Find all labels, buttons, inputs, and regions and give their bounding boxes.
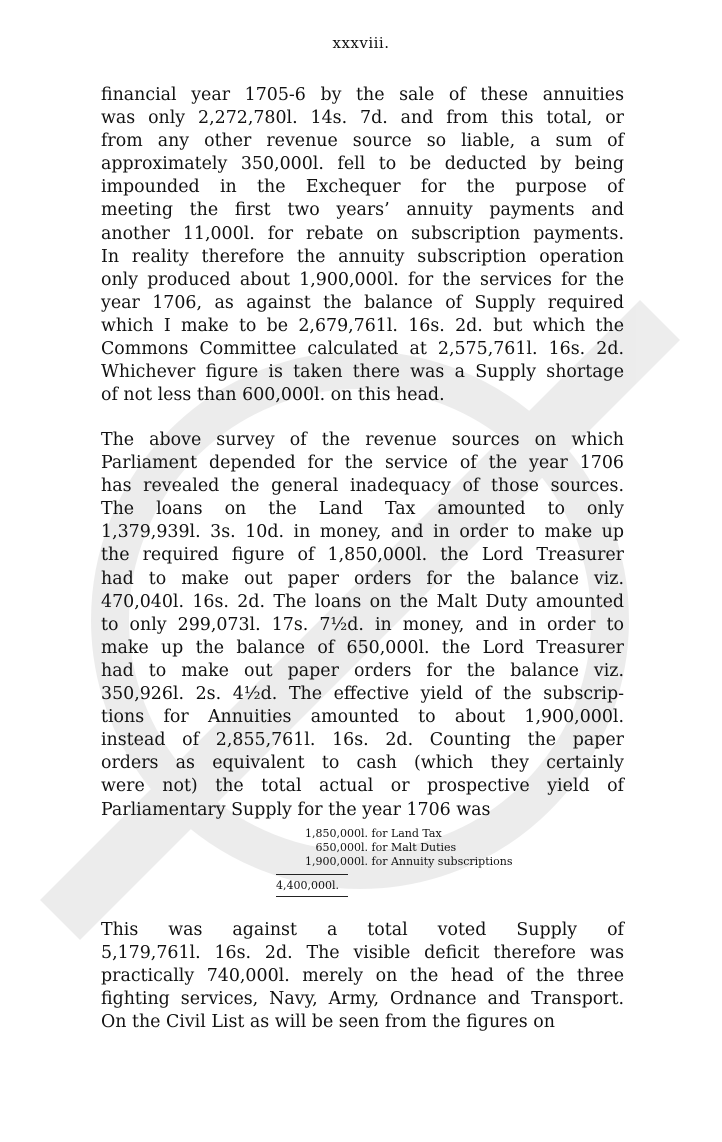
text-line: 1,379,939l. 3s. 10d. in money, and in order to make up <box>101 522 624 543</box>
text-line: the required figure of 1,850,000l. the Lord Treasurer <box>101 545 624 566</box>
summary-amount: 1,900,000l. <box>305 855 368 868</box>
text-line: Commons Committee calculated at 2,575,761l. 16s. 2d. <box>101 339 624 360</box>
text-line: only produced about 1,900,000l. for the services for the <box>101 269 624 290</box>
summary-label: for Land Tax <box>371 827 442 840</box>
text-line: financial year 1705-6 by the sale of these annuities <box>101 85 624 105</box>
supply-summary <box>276 827 512 897</box>
text-line: 470,040l. 16s. 2d. The loans on the Malt Duty amounted <box>101 591 624 612</box>
paragraph-2 <box>101 429 624 822</box>
text-line: tions for Annuities amounted to about 1,900,000l. <box>101 707 624 728</box>
summary-row <box>276 827 512 841</box>
text-line: had to make out paper orders for the balance viz. <box>101 660 624 681</box>
text-line: This was against a total voted Supply of <box>101 920 624 940</box>
summary-amount: 650,000l. <box>315 841 368 854</box>
text-line: impounded in the Exchequer for the purpose of <box>101 177 624 198</box>
text-line: was only 2,272,780l. 14s. 7d. and from this total, or <box>101 108 624 129</box>
text-line: of not less than 600,000l. on this head. <box>101 385 445 406</box>
text-line: orders as equivalent to cash (which they certainly <box>101 753 624 774</box>
text-line: to only 299,073l. 17s. 7½d. in money, and in order to <box>101 614 624 635</box>
text-line: Whichever figure is taken there was a Supply shortage <box>101 362 624 383</box>
text-line: fighting services, Navy, Army, Ordnance and Transport. <box>101 989 624 1010</box>
text-line: from any other revenue source so liable, a sum of <box>101 131 624 152</box>
summary-row <box>276 841 512 855</box>
text-line: another 11,000l. for rebate on subscription payments. <box>101 223 624 244</box>
text-line: instead of 2,855,761l. 16s. 2d. Counting the paper <box>101 730 624 751</box>
text-line: The loans on the Land Tax amounted to only <box>101 499 624 520</box>
summary-amount: 1,850,000l. <box>305 827 368 840</box>
text-line: make up the balance of 650,000l. the Lord Treasurer <box>101 637 624 658</box>
summary-total: 4,400,000l. <box>276 879 339 892</box>
summary-rule <box>276 874 348 875</box>
text-line: year 1706, as against the balance of Supply required <box>101 292 624 313</box>
text-line: 350,926l. 2s. 4½d. The effective yield of the subscrip- <box>101 684 624 705</box>
text-line: has revealed the general inadequacy of those sources. <box>101 476 624 497</box>
summary-rule-bottom <box>276 896 348 897</box>
text-line: meeting the first two years’ annuity payments and <box>101 200 624 221</box>
summary-row <box>276 855 512 869</box>
text-line: had to make out paper orders for the balance viz. <box>101 568 624 589</box>
paragraph-1 <box>101 84 624 407</box>
text-line: were not) the total actual or prospective yield of <box>101 776 624 797</box>
text-line: The above survey of the revenue sources on which <box>101 430 624 450</box>
text-line: approximately 350,000l. fell to be deducted by being <box>101 154 624 175</box>
paragraph-3 <box>101 919 624 1034</box>
text-line: On the Civil List as will be seen from the figures on <box>101 1012 555 1033</box>
text-line: Parliamentary Supply for the year 1706 was <box>101 799 491 820</box>
text-line: Parliament depended for the service of the year 1706 <box>101 453 624 474</box>
text-line: In reality therefore the annuity subscription operation <box>101 246 624 267</box>
text-line: practically 740,000l. merely on the head of the three <box>101 966 624 987</box>
summary-total-row <box>276 879 512 893</box>
text-line: which I make to be 2,679,761l. 16s. 2d. but which the <box>101 315 624 336</box>
summary-label: for Annuity subscriptions <box>371 855 513 868</box>
page-number: xxxviii. <box>332 34 390 52</box>
text-line: 5,179,761l. 16s. 2d. The visible deficit therefore was <box>101 943 624 964</box>
summary-label: for Malt Duties <box>371 841 457 854</box>
